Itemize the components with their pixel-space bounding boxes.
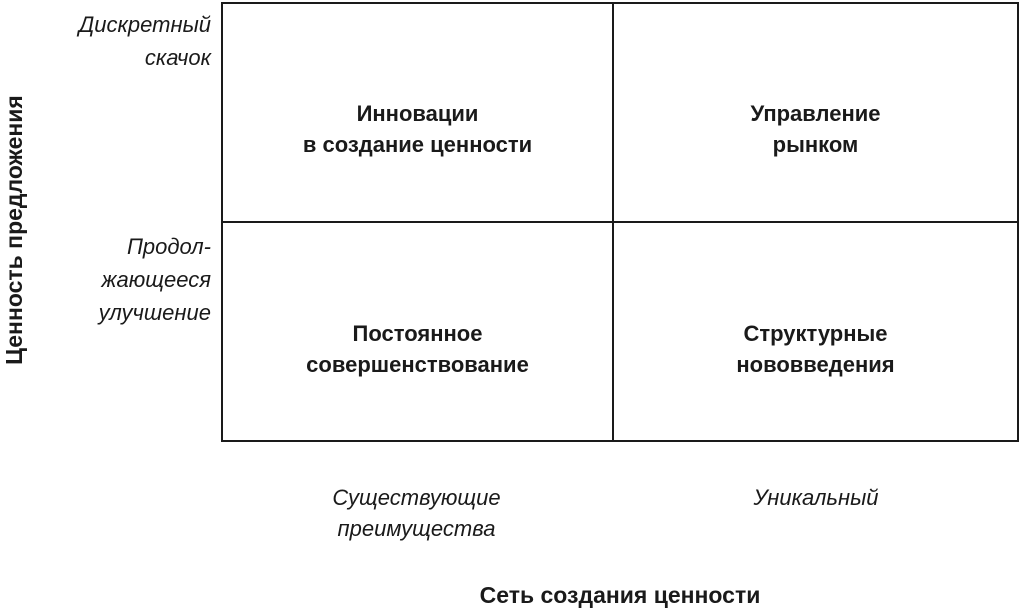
y-level-top-line: скачок (144, 45, 211, 70)
quadrant-bottom-left-line: совершенствование (306, 352, 529, 377)
quadrant-bottom-right-line: нововведения (736, 352, 895, 377)
x-level-left-line: преимущества (337, 516, 496, 541)
quadrant-top-right (614, 54, 1017, 204)
quadrant-bottom-right (614, 274, 1017, 424)
y-level-bottom-line: улучшение (98, 300, 211, 325)
y-level-bottom-line: Продол- (126, 234, 211, 259)
quadrant-bottom-left (223, 274, 612, 424)
quadrant-top-left-line: Инновации (356, 101, 479, 126)
x-level-right-line: Уникальный (753, 485, 879, 510)
quadrant-bottom-right-line: Структурные (743, 321, 888, 346)
quadrant-top-right-line: Управление (750, 101, 881, 126)
x-level-right-label (613, 482, 1019, 513)
x-level-left-label (221, 482, 612, 544)
y-level-bottom-label (99, 230, 211, 329)
y-axis-title-text: Ценность предложения (1, 95, 27, 365)
quadrant-bottom-left-line: Постоянное (352, 321, 483, 346)
horizontal-divider (223, 221, 1017, 223)
quadrant-top-left (223, 54, 612, 204)
y-level-top-line: Дискретный (78, 12, 211, 37)
quadrant-matrix (221, 2, 1019, 442)
quadrant-top-right-line: рынком (772, 132, 859, 157)
y-level-top-label (79, 8, 211, 74)
x-axis-title: Сеть создания ценности (479, 582, 761, 608)
y-level-bottom-line: жающееся (101, 267, 211, 292)
x-level-left-line: Существующие (332, 485, 501, 510)
quadrant-top-left-line: в создание ценности (302, 132, 533, 157)
